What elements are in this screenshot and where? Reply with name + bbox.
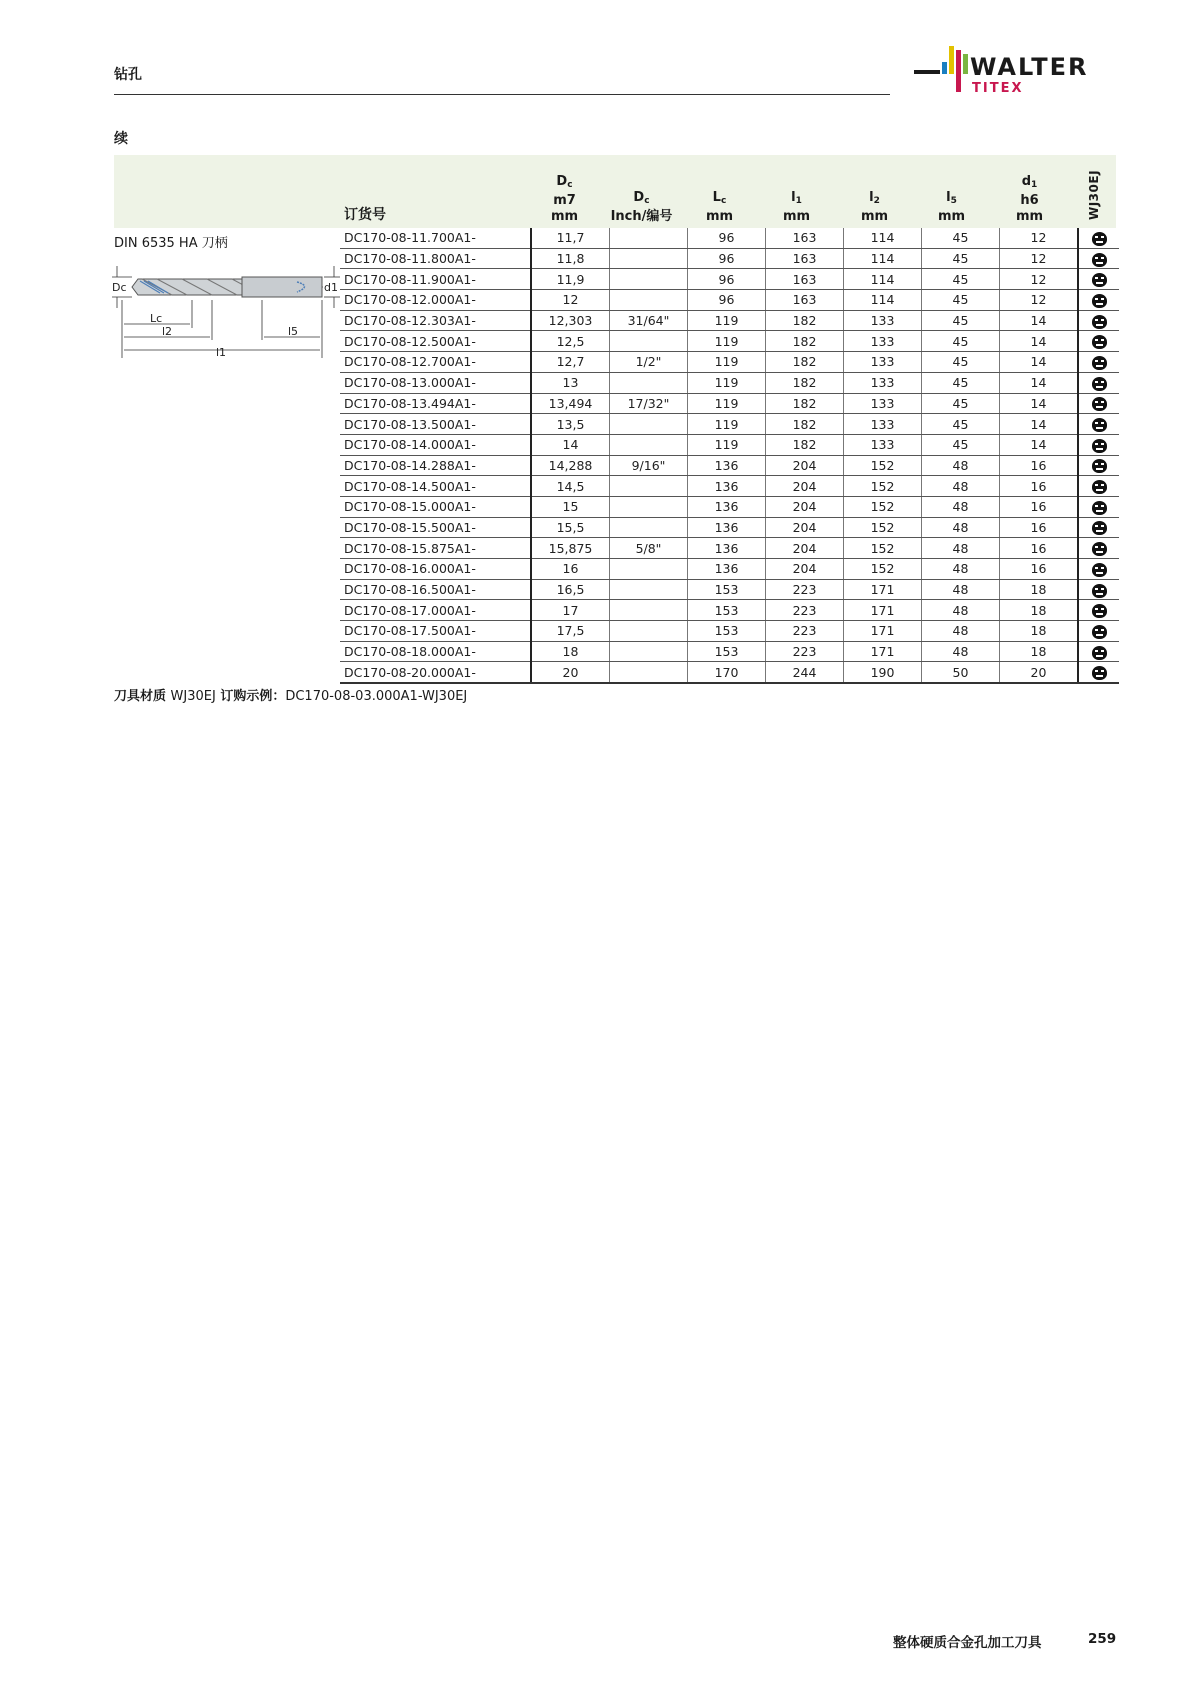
cell-dc: 20 [531,662,610,683]
table-row [340,559,1119,580]
table-row [340,621,1119,642]
cell-inch [610,228,688,248]
header-col-1 [603,190,680,225]
cell-d1: 12 [1000,290,1079,311]
cell-l2: 171 [844,600,922,621]
cell-l2: 133 [844,414,922,435]
available-icon [1092,377,1107,391]
order-code: DC170-08-14.000A1- [340,434,531,455]
available-icon [1092,253,1107,267]
table-row [340,331,1119,352]
table-row [340,269,1119,290]
table-row [340,352,1119,373]
header-symbol: $l_5$ [946,190,957,206]
cell-l2: 152 [844,517,922,538]
cell-inch [610,248,688,269]
header-tolerance: h6 [1020,193,1039,208]
cell-dc: 17 [531,600,610,621]
available-icon [1092,397,1107,411]
cell-l1: 204 [766,455,844,476]
cell-lc: 119 [688,414,766,435]
header-col-4 [836,190,913,225]
table-row [340,414,1119,435]
cell-dc: 18 [531,641,610,662]
table-row [340,517,1119,538]
cell-d1: 18 [1000,600,1079,621]
grade-cell [1078,352,1119,373]
cell-lc: 153 [688,641,766,662]
cell-l1: 182 [766,331,844,352]
cell-dc: 17,5 [531,621,610,642]
cell-inch: 17/32" [610,393,688,414]
grade-cell [1078,414,1119,435]
available-icon [1092,521,1107,535]
cell-l1: 223 [766,641,844,662]
grade-cell [1078,228,1119,248]
order-code: DC170-08-12.700A1- [340,352,531,373]
cell-inch [610,517,688,538]
cell-l1: 182 [766,393,844,414]
grade-cell [1078,641,1119,662]
header-unit: mm [782,209,811,224]
cell-inch [610,476,688,497]
order-code: DC170-08-17.000A1- [340,600,531,621]
cell-l2: 152 [844,496,922,517]
cell-lc: 119 [688,331,766,352]
cell-lc: 136 [688,517,766,538]
footnote: 刀具材质 WJ30EJ 订购示例：DC170-08-03.000A1-WJ30EJ [114,689,468,704]
table-row [340,600,1119,621]
order-code: DC170-08-18.000A1- [340,641,531,662]
cell-inch [610,600,688,621]
cell-l1: 204 [766,559,844,580]
page-number: 259 [1088,1631,1117,1647]
cell-l1: 204 [766,538,844,559]
cell-lc: 96 [688,290,766,311]
cell-lc: 119 [688,393,766,414]
l1-label: l1 [216,346,227,358]
cell-d1: 14 [1000,331,1079,352]
table-row [340,372,1119,393]
cell-l2: 152 [844,476,922,497]
table-row [340,248,1119,269]
cell-l2: 133 [844,310,922,331]
grade-cell [1078,269,1119,290]
cell-l1: 182 [766,414,844,435]
cell-lc: 153 [688,579,766,600]
order-code: DC170-08-14.500A1- [340,476,531,497]
cell-d1: 12 [1000,248,1079,269]
cell-l1: 182 [766,434,844,455]
available-icon [1092,418,1107,432]
grade-cell [1078,290,1119,311]
grade-cell [1078,559,1119,580]
cell-dc: 15,5 [531,517,610,538]
cell-l5: 48 [922,559,1000,580]
cell-l5: 48 [922,579,1000,600]
cell-l1: 244 [766,662,844,683]
cell-l1: 163 [766,290,844,311]
table-row [340,434,1119,455]
table-row [340,290,1119,311]
cell-dc: 11,9 [531,269,610,290]
table-row [340,476,1119,497]
cell-dc: 12 [531,290,610,311]
available-icon [1092,315,1107,329]
cell-d1: 14 [1000,372,1079,393]
order-code: DC170-08-20.000A1- [340,662,531,683]
cell-l2: 114 [844,269,922,290]
cell-l5: 45 [922,269,1000,290]
cell-l1: 204 [766,476,844,497]
cell-dc: 12,303 [531,310,610,331]
grade-cell [1078,393,1119,414]
order-code: DC170-08-12.000A1- [340,290,531,311]
cell-l2: 152 [844,455,922,476]
cell-d1: 16 [1000,559,1079,580]
cell-d1: 14 [1000,352,1079,373]
cell-l1: 163 [766,269,844,290]
continued-label: 续 [114,131,128,147]
header-divider [114,94,890,95]
cell-l5: 48 [922,621,1000,642]
cell-inch [610,434,688,455]
cell-d1: 12 [1000,228,1079,248]
cell-l2: 152 [844,538,922,559]
cell-d1: 16 [1000,455,1079,476]
cell-dc: 14,5 [531,476,610,497]
cell-inch [610,372,688,393]
cell-inch [610,269,688,290]
available-icon [1092,356,1107,370]
cell-l2: 171 [844,579,922,600]
dc-label: Dc [112,281,127,294]
cell-dc: 16,5 [531,579,610,600]
cell-d1: 18 [1000,579,1079,600]
footer-title: 整体硬质合金孔加工刀具 [893,1635,1042,1651]
walter-titex-logo [914,44,1124,100]
cell-inch [610,290,688,311]
cell-l2: 171 [844,641,922,662]
cell-lc: 96 [688,269,766,290]
cell-l1: 163 [766,248,844,269]
cell-lc: 136 [688,496,766,517]
cell-l2: 133 [844,372,922,393]
cell-inch [610,496,688,517]
cell-d1: 14 [1000,414,1079,435]
cell-dc: 12,7 [531,352,610,373]
cell-d1: 16 [1000,517,1079,538]
order-code: DC170-08-15.875A1- [340,538,531,559]
cell-lc: 153 [688,621,766,642]
grade-cell [1078,310,1119,331]
cell-l2: 152 [844,559,922,580]
grade-cell [1078,662,1119,683]
cell-inch [610,331,688,352]
table-row [340,538,1119,559]
cell-lc: 119 [688,372,766,393]
cell-d1: 14 [1000,434,1079,455]
cell-l5: 50 [922,662,1000,683]
cell-l5: 45 [922,434,1000,455]
cell-l1: 163 [766,228,844,248]
available-icon [1092,584,1107,598]
cell-lc: 153 [688,600,766,621]
grade-cell [1078,600,1119,621]
cell-lc: 136 [688,538,766,559]
d1-label: d1 [324,281,338,294]
header-unit: mm [1015,209,1044,224]
grade-cell [1078,434,1119,455]
header-tolerance: m7 [553,193,576,208]
cell-l5: 45 [922,414,1000,435]
shank-label: DIN 6535 HA 刀柄 [114,236,228,251]
order-code: DC170-08-15.500A1- [340,517,531,538]
available-icon [1092,666,1107,680]
header-unit: mm [705,209,734,224]
drill-drawing [112,258,340,358]
cell-l2: 114 [844,248,922,269]
cell-dc: 16 [531,559,610,580]
cell-dc: 12,5 [531,331,610,352]
cell-inch [610,579,688,600]
available-icon [1092,604,1107,618]
header-grade: WJ30EJ [1087,169,1101,221]
cell-inch [610,621,688,642]
header-symbol: $d_1$ [1021,174,1038,190]
order-code: DC170-08-13.000A1- [340,372,531,393]
cell-l2: 133 [844,352,922,373]
cell-l5: 48 [922,517,1000,538]
header-symbol: $D_c$ [633,190,650,206]
available-icon [1092,439,1107,453]
cell-lc: 136 [688,455,766,476]
table-row [340,641,1119,662]
cell-l5: 45 [922,352,1000,373]
lc-label: Lc [150,312,163,325]
cell-dc: 11,8 [531,248,610,269]
grade-cell [1078,455,1119,476]
cell-dc: 13,494 [531,393,610,414]
table-row [340,455,1119,476]
cell-lc: 136 [688,476,766,497]
cell-lc: 119 [688,310,766,331]
cell-lc: 170 [688,662,766,683]
sub-brand-text: TITEX [972,81,1024,96]
grade-cell [1078,372,1119,393]
order-code: DC170-08-13.494A1- [340,393,531,414]
header-col-2 [681,190,758,225]
cell-inch [610,414,688,435]
cell-l1: 223 [766,579,844,600]
cell-l5: 48 [922,538,1000,559]
available-icon [1092,232,1107,246]
table-row [340,662,1119,683]
header-col-3 [758,190,835,225]
cell-l5: 48 [922,496,1000,517]
cell-l5: 48 [922,476,1000,497]
table-row [340,393,1119,414]
grade-cell [1078,248,1119,269]
header-symbol: $l_2$ [869,190,880,206]
cell-inch [610,641,688,662]
table-row [340,579,1119,600]
table-row [340,496,1119,517]
available-icon [1092,563,1107,577]
cell-dc: 14 [531,434,610,455]
cell-l2: 190 [844,662,922,683]
cell-lc: 119 [688,434,766,455]
cell-inch: 5/8" [610,538,688,559]
cell-l5: 48 [922,455,1000,476]
cell-l2: 114 [844,228,922,248]
cell-d1: 16 [1000,538,1079,559]
cell-d1: 14 [1000,310,1079,331]
order-code: DC170-08-17.500A1- [340,621,531,642]
cell-l5: 45 [922,248,1000,269]
table-row [340,228,1119,248]
cell-l2: 171 [844,621,922,642]
order-code: DC170-08-11.900A1- [340,269,531,290]
cell-l1: 204 [766,496,844,517]
cell-dc: 15 [531,496,610,517]
order-code: DC170-08-12.500A1- [340,331,531,352]
cell-dc: 15,875 [531,538,610,559]
grade-cell [1078,579,1119,600]
cell-d1: 14 [1000,393,1079,414]
cell-l1: 223 [766,600,844,621]
header-col-0 [526,174,603,225]
cell-inch: 1/2" [610,352,688,373]
available-icon [1092,294,1107,308]
grade-cell [1078,331,1119,352]
cell-l2: 133 [844,393,922,414]
cell-inch: 9/16" [610,455,688,476]
available-icon [1092,335,1107,349]
cell-lc: 136 [688,559,766,580]
grade-cell [1078,538,1119,559]
cell-l5: 48 [922,600,1000,621]
cell-l2: 133 [844,331,922,352]
header-col-6 [991,174,1068,225]
cell-inch: 31/64" [610,310,688,331]
grade-cell [1078,476,1119,497]
cell-d1: 12 [1000,269,1079,290]
cell-d1: 18 [1000,641,1079,662]
order-code: DC170-08-15.000A1- [340,496,531,517]
order-code: DC170-08-14.288A1- [340,455,531,476]
cell-l5: 45 [922,331,1000,352]
cell-l1: 223 [766,621,844,642]
cell-l2: 114 [844,290,922,311]
section-title: 钻孔 [114,67,142,83]
cell-d1: 16 [1000,476,1079,497]
header-symbol: $D_c$ [556,174,573,190]
order-code: DC170-08-13.500A1- [340,414,531,435]
cell-lc: 119 [688,352,766,373]
header-unit: mm [937,209,966,224]
cell-inch [610,662,688,683]
order-code: DC170-08-11.700A1- [340,228,531,248]
available-icon [1092,625,1107,639]
cell-d1: 16 [1000,496,1079,517]
header-unit: Inch/编号 [610,209,673,224]
product-table [340,228,1119,684]
l2-label: l2 [162,325,173,338]
l5-label: l5 [288,325,299,338]
header-symbol: $l_1$ [791,190,802,206]
cell-l5: 45 [922,290,1000,311]
cell-lc: 96 [688,228,766,248]
cell-d1: 20 [1000,662,1079,683]
header-unit: mm [860,209,889,224]
available-icon [1092,273,1107,287]
header-unit: mm [550,209,579,224]
cell-d1: 18 [1000,621,1079,642]
cell-l5: 45 [922,228,1000,248]
header-col-5 [913,190,990,225]
available-icon [1092,459,1107,473]
cell-l1: 182 [766,352,844,373]
cell-lc: 96 [688,248,766,269]
header-symbol: $L_c$ [712,190,727,206]
brand-text: WALTER [970,53,1089,81]
available-icon [1092,480,1107,494]
cell-l5: 45 [922,310,1000,331]
cell-l5: 45 [922,372,1000,393]
available-icon [1092,646,1107,660]
order-code: DC170-08-11.800A1- [340,248,531,269]
grade-cell [1078,621,1119,642]
cell-l5: 45 [922,393,1000,414]
cell-dc: 11,7 [531,228,610,248]
cell-inch [610,559,688,580]
cell-l2: 133 [844,434,922,455]
order-code: DC170-08-12.303A1- [340,310,531,331]
cell-l1: 182 [766,310,844,331]
available-icon [1092,501,1107,515]
grade-cell [1078,496,1119,517]
cell-dc: 13,5 [531,414,610,435]
cell-l5: 48 [922,641,1000,662]
cell-dc: 13 [531,372,610,393]
order-code: DC170-08-16.500A1- [340,579,531,600]
table-row [340,310,1119,331]
cell-l1: 182 [766,372,844,393]
available-icon [1092,542,1107,556]
cell-l1: 204 [766,517,844,538]
header-order-no: 订货号 [344,207,386,223]
grade-cell [1078,517,1119,538]
cell-dc: 14,288 [531,455,610,476]
order-code: DC170-08-16.000A1- [340,559,531,580]
